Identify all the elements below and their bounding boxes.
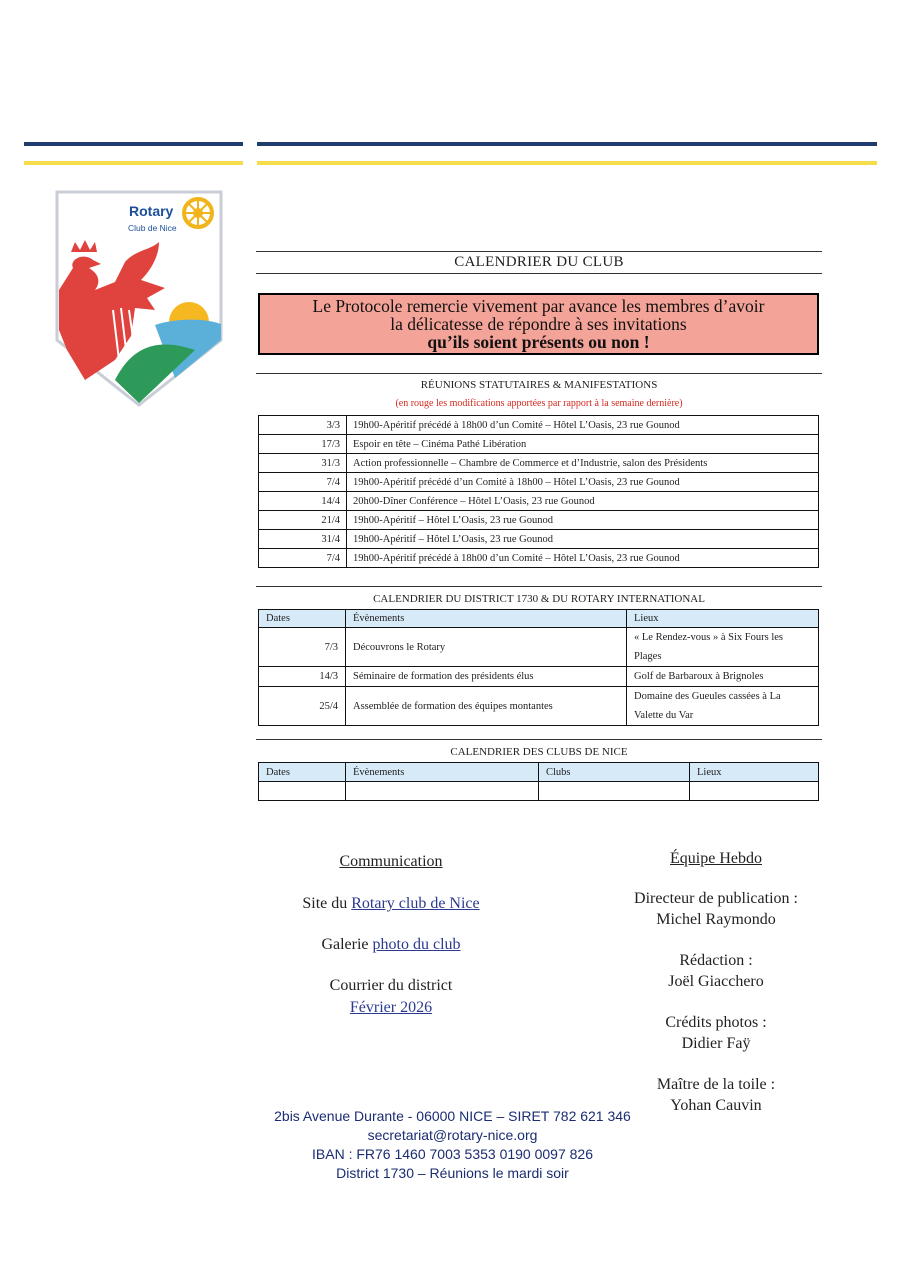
- row-date: 31/3: [259, 454, 347, 473]
- logo-brand: Rotary: [129, 203, 174, 219]
- address-iban: IBAN : FR76 1460 7003 5353 0190 0097 826: [312, 1146, 593, 1162]
- row-date: 14/4: [259, 492, 347, 511]
- header-clubs: Clubs: [539, 763, 690, 782]
- address-block: [240, 1107, 665, 1183]
- communication-heading: Communication: [339, 853, 443, 870]
- row-event: Action professionnelle – Chambre de Commerce et d’Industrie, salon des Présidents: [347, 454, 819, 473]
- rotary-wheel-icon: [184, 199, 212, 227]
- header-dates: Dates: [259, 610, 346, 628]
- row-event: Espoir en tête – Cinéma Pathé Libération: [347, 435, 819, 454]
- table-row: [259, 628, 819, 667]
- table-row: [259, 549, 819, 568]
- row-place: « Le Rendez-vous » à Six Fours les Plages: [627, 628, 819, 667]
- editor-name: Joël Giacchero: [668, 973, 764, 990]
- district-mail-link[interactable]: Février 2026: [349, 999, 433, 1016]
- header-bar-yellow-right: [257, 161, 877, 165]
- row-place: Domaine des Gueules cassées à La Valette du Var: [627, 687, 819, 726]
- table-header-row: [259, 763, 819, 782]
- clubs-title: CALENDRIER DES CLUBS DE NICE: [450, 746, 628, 758]
- table-row: [259, 667, 819, 687]
- table-row: [259, 416, 819, 435]
- protocol-line2: la délicatesse de répondre à ses invitations: [390, 314, 687, 334]
- team-section: [606, 848, 826, 1116]
- web-label: Maître de la toile :: [656, 1076, 776, 1093]
- row-event: 19h00-Apéritif – Hôtel L’Oasis, 23 rue Gounod: [347, 530, 819, 549]
- protocol-banner: [258, 293, 819, 355]
- row-event: 19h00-Apéritif précédé d’un Comité à 18h00 – Hôtel L’Oasis, 23 rue Gounod: [347, 473, 819, 492]
- table-row: [259, 511, 819, 530]
- web-name: Yohan Cauvin: [670, 1097, 762, 1114]
- header-bar-blue-left: [24, 142, 243, 146]
- photos-name: Didier Faÿ: [681, 1035, 751, 1052]
- address-district: District 1730 – Réunions le mardi soir: [336, 1165, 569, 1181]
- empty-cell: [690, 782, 819, 801]
- reunions-note: (en rouge les modifications apportées par rapport à la semaine dernière): [395, 398, 683, 409]
- divider: [256, 739, 822, 740]
- row-date: 31/4: [259, 530, 347, 549]
- divider: [256, 373, 822, 374]
- divider: [256, 251, 822, 252]
- divider: [256, 586, 822, 587]
- editor-label: Rédaction :: [679, 952, 753, 969]
- header-dates: Dates: [259, 763, 346, 782]
- reunions-table: [258, 415, 819, 568]
- row-date: 17/3: [259, 435, 347, 454]
- row-event: 19h00-Apéritif précédé à 18h00 d’un Comité – Hôtel L’Oasis, 23 rue Gounod: [347, 549, 819, 568]
- district-table: [258, 609, 819, 726]
- row-event: 19h00-Apéritif – Hôtel L’Oasis, 23 rue Gounod: [347, 511, 819, 530]
- site-link[interactable]: Rotary club de Nice: [351, 895, 480, 912]
- district-title: CALENDRIER DU DISTRICT 1730 & DU ROTARY INTERNATIONAL: [373, 593, 705, 605]
- table-header-row: [259, 610, 819, 628]
- table-row: [259, 435, 819, 454]
- gallery-line: Galerie photo du club: [321, 936, 461, 953]
- table-row: [259, 530, 819, 549]
- table-row: [259, 687, 819, 726]
- site-line: Site du Rotary club de Nice: [302, 895, 480, 912]
- communication-section: [252, 851, 530, 1019]
- row-date: 7/4: [259, 549, 347, 568]
- row-event: Assemblée de formation des équipes montantes: [346, 687, 627, 726]
- protocol-line1: Le Protocole remercie vivement par avance les membres d’avoir: [312, 296, 765, 316]
- address-email[interactable]: secretariat@rotary-nice.org: [367, 1127, 538, 1143]
- row-event: 19h00-Apéritif précédé à 18h00 d’un Comité – Hôtel L’Oasis, 23 rue Gounod: [347, 416, 819, 435]
- empty-cell: [259, 782, 346, 801]
- table-row: [259, 473, 819, 492]
- clubs-table: [258, 762, 819, 801]
- photos-label: Crédits photos :: [665, 1014, 767, 1031]
- row-event: Séminaire de formation des présidents élus: [346, 667, 627, 687]
- header-bar-yellow-left: [24, 161, 243, 165]
- row-date: 21/4: [259, 511, 347, 530]
- row-date: 14/3: [259, 667, 346, 687]
- director-name: Michel Raymondo: [656, 911, 776, 928]
- header-events: Évènements: [346, 763, 539, 782]
- table-row: [259, 492, 819, 511]
- team-heading: Équipe Hebdo: [670, 850, 762, 867]
- row-date: 7/3: [259, 628, 346, 667]
- empty-cell: [346, 782, 539, 801]
- row-date: 3/3: [259, 416, 347, 435]
- empty-cell: [539, 782, 690, 801]
- reunions-title: RÉUNIONS STATUTAIRES & MANIFESTATIONS: [420, 379, 658, 391]
- director-label: Directeur de publication :: [634, 890, 798, 907]
- header-events: Évènements: [346, 610, 627, 628]
- header-places: Lieux: [690, 763, 819, 782]
- table-row: [259, 454, 819, 473]
- header-bar-blue-right: [257, 142, 877, 146]
- row-event: 20h00-Dîner Conférence – Hôtel L’Oasis, 23 rue Gounod: [347, 492, 819, 511]
- table-row: [259, 782, 819, 801]
- address-line1: 2bis Avenue Durante - 06000 NICE – SIRET 782 621 346: [274, 1108, 631, 1124]
- divider: [256, 273, 822, 274]
- protocol-line3: qu’ils soient présents ou non !: [427, 332, 650, 352]
- row-date: 7/4: [259, 473, 347, 492]
- row-date: 25/4: [259, 687, 346, 726]
- calendar-title: CALENDRIER DU CLUB: [454, 254, 624, 270]
- row-place: Golf de Barbaroux à Brignoles: [627, 667, 819, 687]
- district-mail-label: Courrier du district: [329, 977, 453, 994]
- header-places: Lieux: [627, 610, 819, 628]
- gallery-link[interactable]: photo du club: [372, 936, 461, 953]
- logo-subtitle: Club de Nice: [128, 223, 177, 233]
- rotary-club-logo: [55, 190, 223, 408]
- row-event: Découvrons le Rotary: [346, 628, 627, 667]
